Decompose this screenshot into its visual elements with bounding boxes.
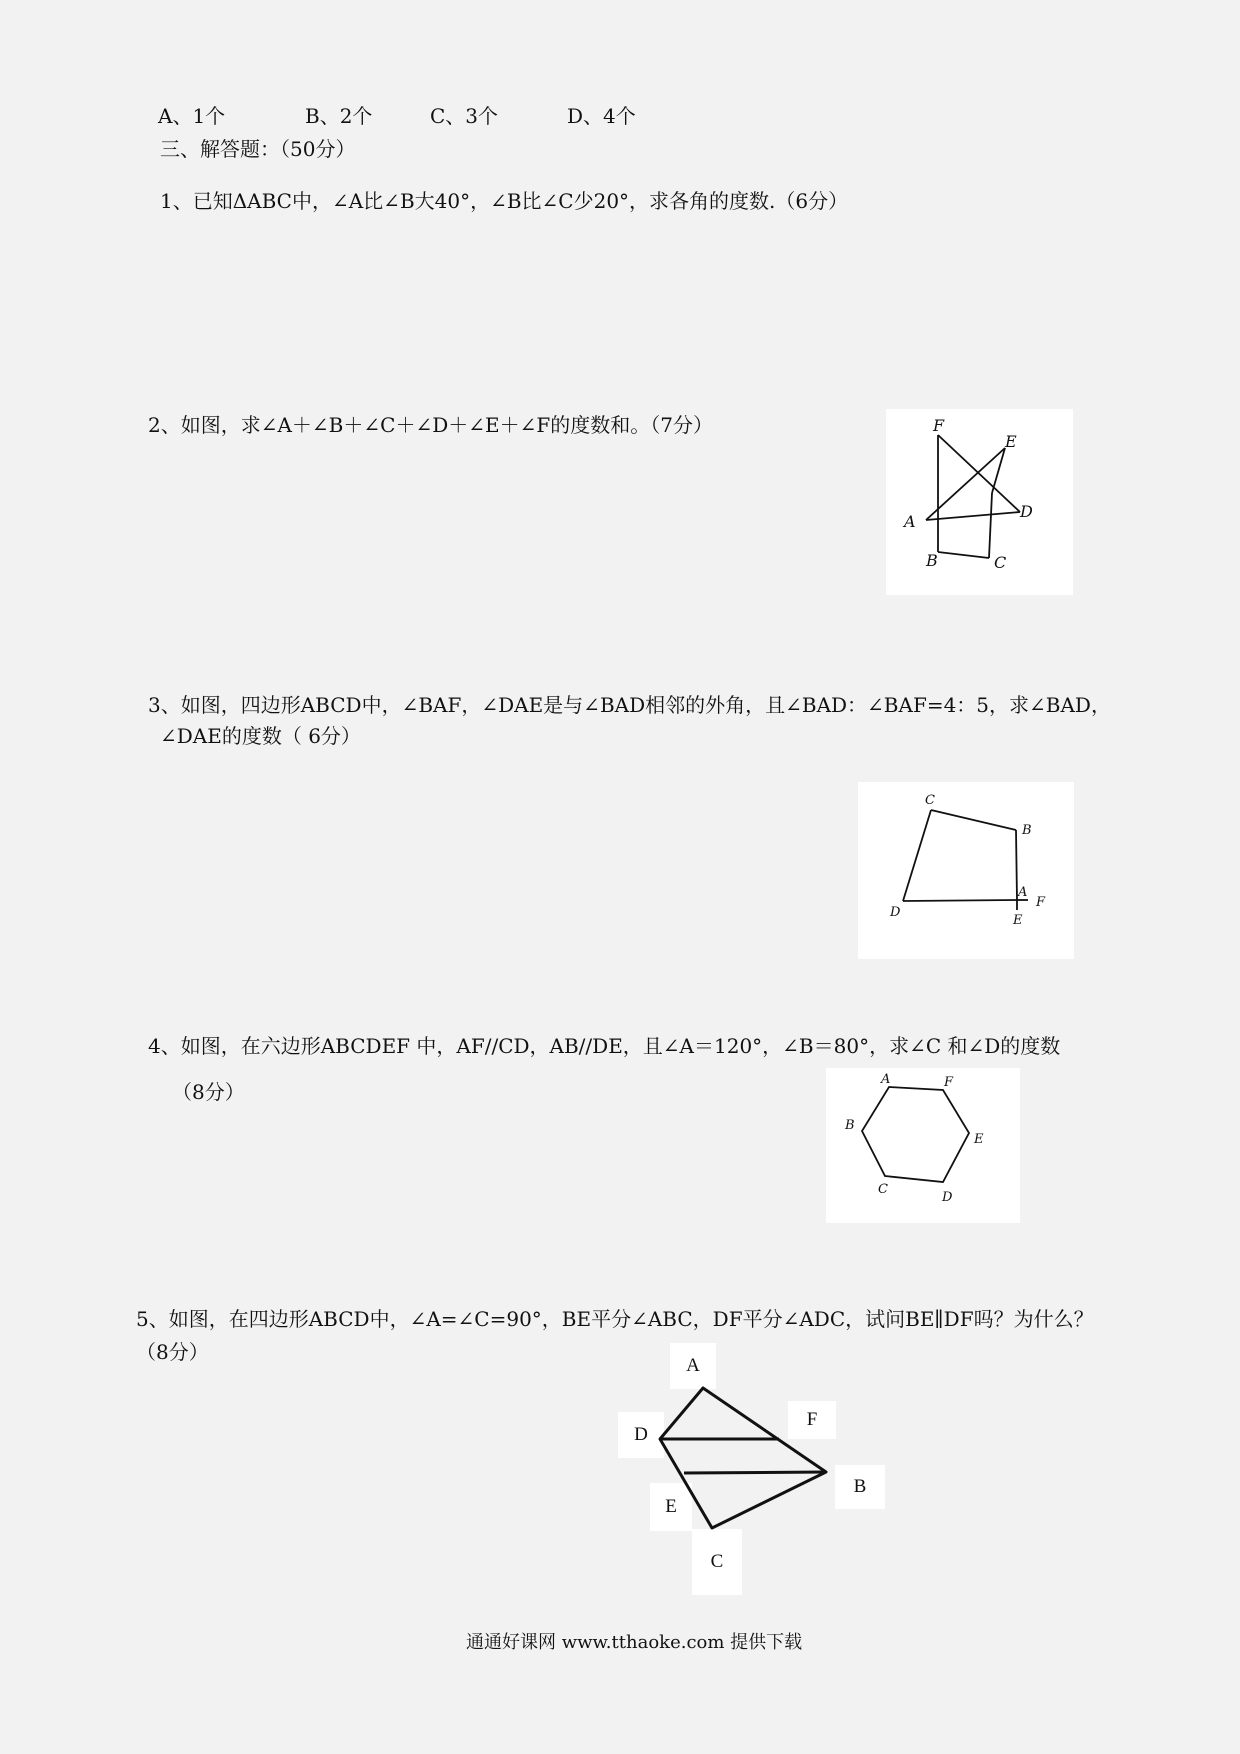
question-5-line-2: （8分） [136,1340,209,1364]
q5-label-f: F [788,1401,836,1439]
question-3-line-2: ∠DAE的度数（ 6分） [160,724,361,748]
svg-text:F [1035,895,1046,910]
q3-label-f: F [1036,895,1046,910]
q2-label-d: D [1020,502,1033,521]
option-a: A、1个 [158,104,226,128]
svg-text:C [925,793,935,808]
q5-label-d: D [618,1412,664,1458]
question-5-line-1: 5、如图，在四边形ABCD中，∠A=∠C=90°，BE平分∠ABC，DF平分∠ADC，试问BE∥DF吗？为什么？ [136,1307,1094,1331]
q4-label-c: C [878,1182,888,1197]
svg-text:A [1017,885,1027,900]
svg-text:E [1012,913,1023,928]
section-title: 三、解答题：（50分） [160,137,356,161]
q2-label-b: B [926,551,938,570]
svg-text:C [878,1182,888,1197]
figure-q3 [858,782,1074,959]
q2-label-a: A [904,512,916,531]
option-c: C、3个 [430,104,499,128]
q3-label-e: E [1013,913,1023,928]
figure-q2 [886,409,1073,595]
svg-text:D [1019,502,1033,521]
question-4-line-1: 4、如图，在六边形ABCDEF 中，AF//CD，AB//DE，且∠A＝120°，∠B＝80°，求∠C 和∠D的度数 [148,1034,1061,1058]
q3-label-b: B [1022,823,1032,838]
svg-text:D [889,905,901,920]
question-3-line-1: 3、如图，四边形ABCD中，∠BAF，∠DAE是与∠BAD相邻的外角，且∠BAD：∠BAF=4：5，求∠BAD， [148,693,1111,717]
q5-label-e: E [650,1483,692,1531]
option-b: B、2个 [305,104,373,128]
svg-text:A [902,512,916,531]
q4-label-b: B [845,1118,855,1133]
q5-label-a: A [670,1343,716,1389]
question-1: 1、已知ΔABC中，∠A比∠B大40°，∠B比∠C少20°，求各角的度数.（6分） [160,189,849,213]
q5-label-c: C [692,1529,742,1595]
svg-text:F [932,416,945,435]
q2-label-e: E [1005,432,1017,451]
q5-label-b: B [835,1465,885,1509]
q4-label-d: D [942,1190,953,1205]
svg-text:D [941,1190,953,1205]
question-4-line-2: （8分） [172,1080,245,1104]
svg-text:B [844,1118,855,1133]
footer: 通通好课网 www.tthaoke.com 提供下载 [466,1632,803,1653]
svg-text:B [1021,823,1032,838]
question-2: 2、如图，求∠A＋∠B＋∠C＋∠D＋∠E＋∠F的度数和。（7分） [148,413,713,437]
svg-text:C [994,553,1006,572]
q4-label-e: E [974,1132,984,1147]
svg-text:B [925,551,938,570]
q3-label-a: A [1018,885,1028,900]
q3-label-d: D [890,905,901,920]
svg-text:E [1004,432,1017,451]
svg-text:E [973,1132,984,1147]
q2-label-c: C [994,553,1007,572]
svg-text:A [880,1072,890,1087]
svg-text:F [943,1075,954,1090]
figure-q4 [826,1068,1020,1223]
q2-label-f: F [933,416,945,435]
q4-label-a: A [881,1072,891,1087]
q4-label-f: F [944,1075,954,1090]
q3-label-c: C [925,793,935,808]
option-d: D、4个 [567,104,636,128]
